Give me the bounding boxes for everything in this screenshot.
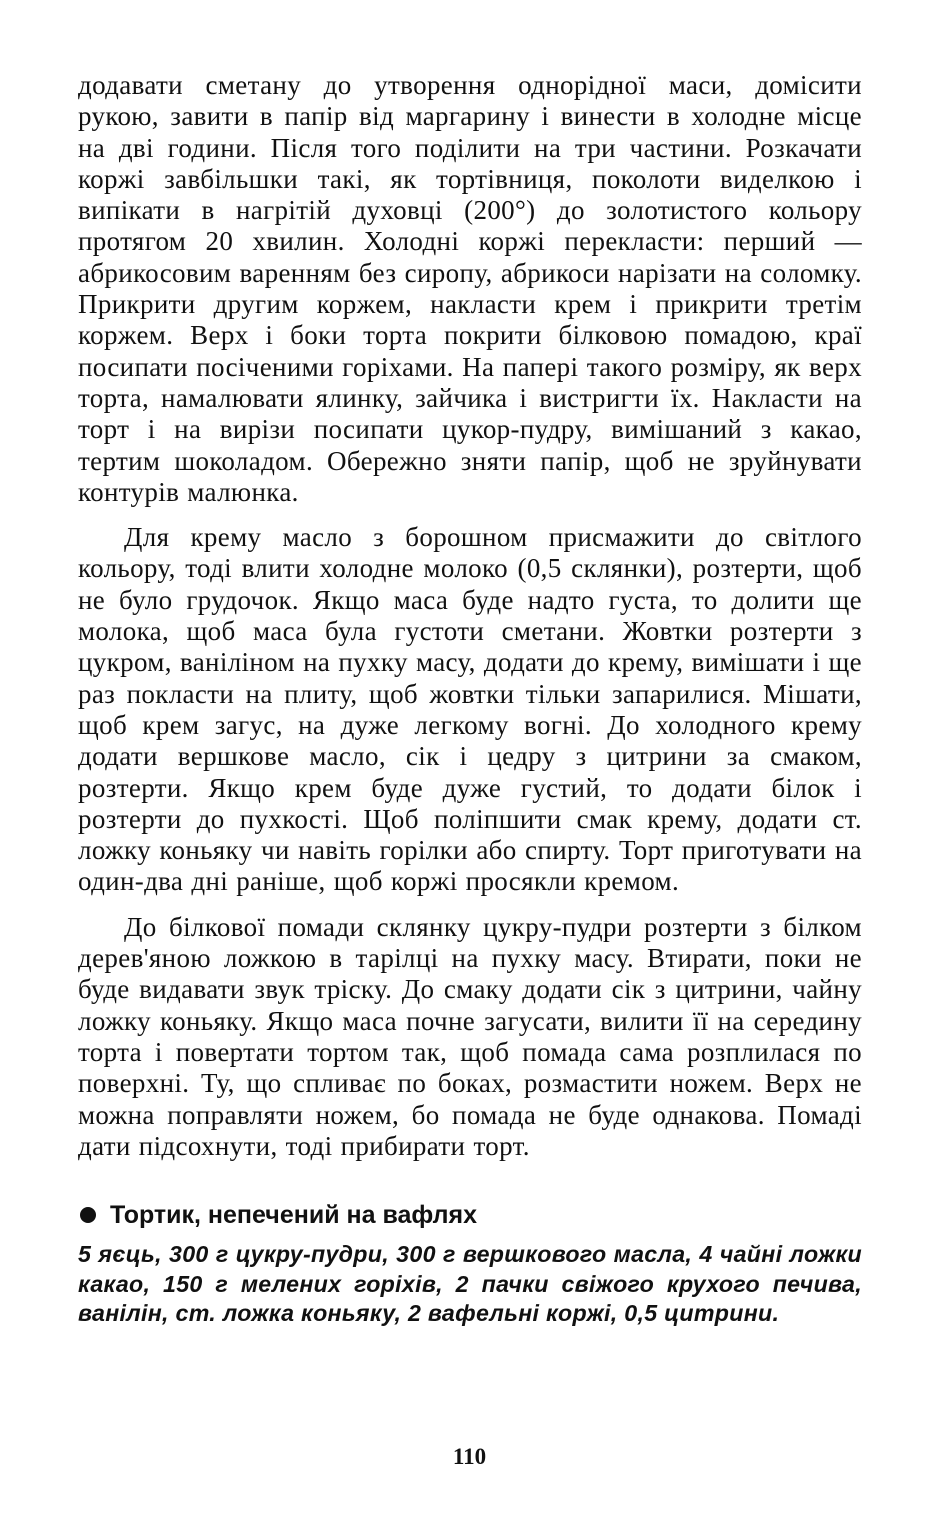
paragraph-cream: Для крему масло з борошном присмажити до світлого кольору, тоді влити холодне молоко (0,5 склянки), розтерти, щоб не було грудочок. Якщо маса буде надто густа, то долити ще молока, щоб маса була густоти сметани. Жовтки розтерти з цукром, ваніліном на пухку масу, додати до крему, вимішати і ще раз покласти на плиту, щоб жовтки тільки запарилися. Мішати, щоб крем загус, на дуже легкому вогні. До холодного крему додати вершкове масло, сік і цедру з цитрини за смаком, розтерти. Якщо крем буде дуже густий, то додати білок і розтерти до пухкості. Щоб поліпшити смак крему, додати ст. ложку коньяку чи навіть горілки або спирту. Торт приготувати на один-два дні раніше, щоб коржі просякли кремом. (78, 522, 862, 897)
recipe-ingredients: 5 яєць, 300 г цукру-пудри, 300 г вершкового масла, 4 чайні ложки какао, 150 г мелених горіхів, 2 пачки свіжого крухого печива, ванілін, ст. ложка коньяку, 2 вафельні коржі, 0,5 цитрини. (78, 1241, 862, 1327)
bullet-icon (80, 1207, 96, 1223)
recipe-title: Тортик, непечений на вафлях (110, 1201, 478, 1230)
page-content (78, 70, 862, 1352)
paragraph-icing: До білкової помади склянку цукру-пудри розтерти з білком дерев'яною ложкою в тарілці на пухку масу. Втирати, поки не буде видавати звук тріску. До смаку додати сік з цитрини, чайну ложку коньяку. Якщо маса почне загусати, вилити її на середину торта і повертати тортом так, щоб помада сама розплилася по поверхні. Ту, що спливає по боках, розмастити ножем. Верх не можна поправляти ножем, бо помада не буде однакова. Помаді дати підсохнути, тоді прибирати торт. (78, 911, 862, 1161)
paragraph-cake-assembly: додавати сметану до утворення однорідної маси, доміcити рукою, завити в папір від маргарину і винести в холодне місце на дві години. Після того поділити на три частини. Розкачати коржі завбільшки такі, як тортівниця, поколоти виделкою і випікати в нагрітій духовці (200°) до золотистого кольору протягом 20 хвилин. Холодні коржі перекласти: перший — абрикосовим варенням без сиропу, абрикоси нарізати на соломку. Прикрити другим коржем, накласти крем і прикрити третім коржем. Верх і боки торта покрити білковою помадою, краї посипати посіченими горіхами. На папері такого розміру, як верх торта, намалювати ялинку, зайчика і вистригти їх. Накласти на торт і на вирізи посипати цукор-пудру, вимішаний з какао, тертим шоколадом. Обережно зняти папір, щоб не зруйнувати контурів малюнка. (78, 70, 862, 507)
page-number: 110 (452, 1444, 487, 1469)
recipe-heading (78, 1200, 862, 1230)
